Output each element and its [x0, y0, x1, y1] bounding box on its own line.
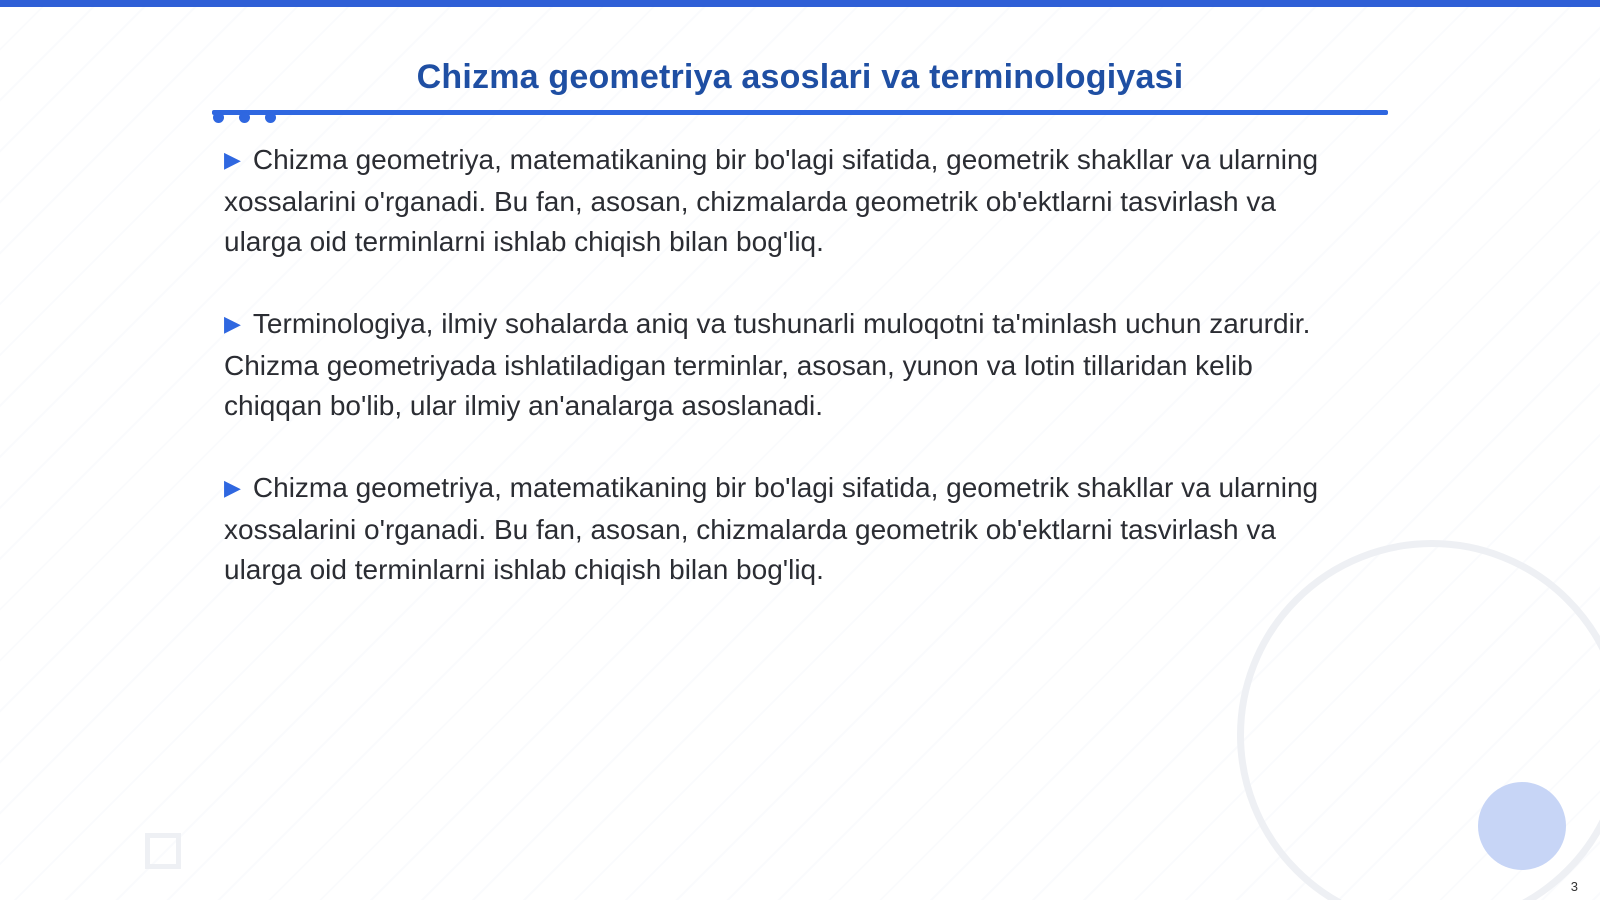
title-underline — [212, 110, 1388, 115]
paragraph-text: Chizma geometriya, matematikaning bir bo'lagi sifatida, geometrik shakllar va ularning xossalarini o'rganadi. Bu fan, asosan, chizmalarda geometrik ob'ektlarni tasvirlash va ularga oid terminlarni ishlab chiqish bilan bog'liq. — [224, 472, 1319, 585]
dot-decoration — [239, 112, 250, 123]
bullet-paragraph — [224, 140, 1324, 262]
bullet-paragraph — [224, 304, 1324, 426]
bullet-paragraph — [224, 468, 1324, 590]
slide-title: Chizma geometriya asoslari va terminologiyasi — [416, 58, 1184, 96]
paragraph-text: Terminologiya, ilmiy sohalarda aniq va tushunarli muloqotni ta'minlash uchun zarurdir. Chizma geometriyada ishlatiladigan terminlar, asosan, yunon va lotin tillaridan kelib chiqqan bo'lib, ular ilmiy an'analarga asoslanadi. — [224, 308, 1311, 421]
paragraph-text: Chizma geometriya, matematikaning bir bo'lagi sifatida, geometrik shakllar va ularning xossalarini o'rganadi. Bu fan, asosan, chizmalarda geometrik ob'ektlarni tasvirlash va ularga oid terminlarni ishlab chiqish bilan bog'liq. — [224, 144, 1319, 257]
slide-content — [224, 140, 1324, 632]
triangle-right-icon: ▶ — [224, 475, 241, 500]
page-number: 3 — [1570, 879, 1578, 894]
decorative-filled-circle — [1478, 782, 1566, 870]
dot-decoration — [213, 112, 224, 123]
top-accent-bar — [0, 0, 1600, 7]
triangle-right-icon: ▶ — [224, 147, 241, 172]
triangle-right-icon: ▶ — [224, 311, 241, 336]
decorative-square — [145, 833, 181, 869]
dot-decoration — [265, 112, 276, 123]
